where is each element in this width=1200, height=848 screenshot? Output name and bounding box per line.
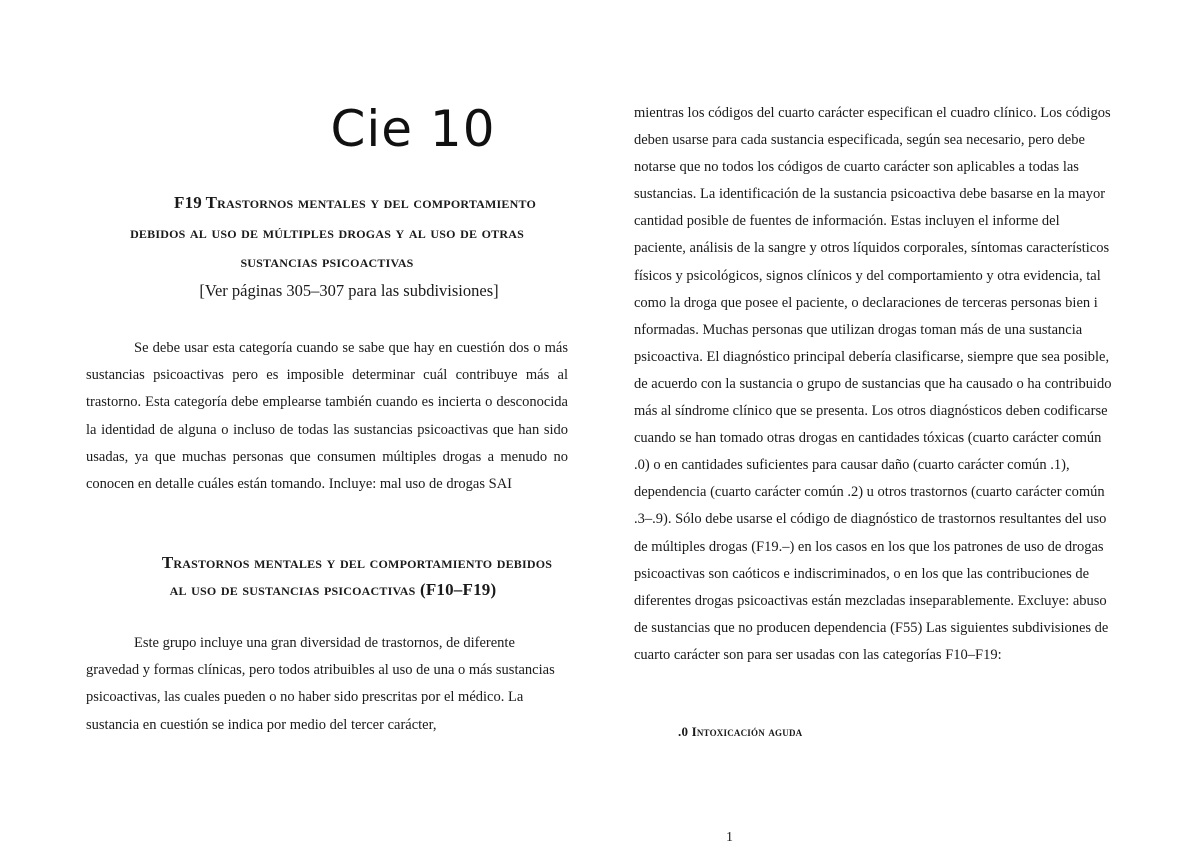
subdivisions-note: [Ver páginas 305–307 para las subdivisiones] — [199, 281, 499, 300]
f19-code: F19 — [174, 193, 202, 212]
section-heading-line2: al uso de sustancias psicoactivas (F10–F19) — [169, 580, 497, 599]
f19-heading — [86, 188, 568, 276]
f19-heading-line1: Trastornos mentales y del comportamiento — [205, 193, 536, 212]
paragraph-f19-description: Se debe usar esta categoría cuando se sabe que hay en cuestión dos o más sustancias psicoactivas pero es imposible determinar cuál contribuye más al trastorno. Esta categoría debe emplearse también cuando es incierta o desconocida la identidad de alguna o incluso de todas las sustancias psicoactivas que han sido usadas, ya que muchas personas que consumen múltiples drogas a menudo no conocen en detalle cuáles están tomando. Incluye: mal uso de drogas SAI — [86, 340, 568, 493]
document-title: Cie 10 — [330, 100, 496, 158]
paragraph-continued: mientras los códigos del cuarto carácter especifican el cuadro clínico. Los códigos deben usarse para cada sustancia especificada, según sea necesario, pero debe notarse que no todos los códigos de cuarto carácter son aplicables a todas las sustancias. La identificación de la sustancia psicoactiva debe basarse en la mayor cantidad posible de fuentes de información. Estas incluyen el informe del paciente, análisis de la sangre y otros líquidos corporales, síntomas característicos físicos y psicológicos, signos clínicos y del comportamiento y otra evidencia, tal como la droga que posee el paciente, o declaraciones de terceras personas bien i nformadas. Muchas personas que utilizan drogas toman más de una sustancia psicoactiva. El diagnóstico principal debería clasificarse, siempre que sea posible, de acuerdo con la sustancia o grupo de sustancias que ha causado o ha contribuido más al síndrome clínico que se presenta. Los otros diagnósticos deben codificarse cuando se han tomado otras drogas en cantidades tóxicas (cuarto carácter común .0) o en cantidades suficientes para causar daño (cuarto carácter común .1), dependencia (cuarto carácter común .2) u otros trastornos (cuarto carácter común .3–.9). Sólo debe usarse el código de diagnóstico de trastornos resultantes del uso de múltiples drogas (F19.–) en los casos en los que los patrones de uso de drogas psicoactivas son caóticos e indiscriminados, o en los que las contribuciones de diferentes drogas psicoactivas están mezcladas inseparablemente. Excluye: abuso de sustancias que no producen dependencia (F55) Las siguientes subdivisiones de cuarto carácter son para ser usadas con las categorías F10–F19: — [634, 105, 1112, 663]
subdivision-item-0: .0 Intoxicación aguda — [678, 724, 803, 739]
page-number: 1 — [726, 830, 733, 845]
f19-heading-line3: sustancias psicoactivas — [240, 252, 414, 271]
paragraph-section-intro: Este grupo incluye una gran diversidad de trastornos, de diferente gravedad y formas clínicas, pero todos atribuibles al uso de una o más sustancias psicoactivas, las cuales pueden o no haber sido prescritas por el médico. La sustancia en cuestión se indica por medio del tercer carácter, — [86, 635, 555, 733]
f19-heading-line2: debidos al uso de múltiples drogas y al uso de otras — [130, 223, 524, 242]
section-heading-line1: Trastornos mentales y del comportamiento debidos — [161, 553, 553, 572]
section-heading — [86, 549, 568, 603]
